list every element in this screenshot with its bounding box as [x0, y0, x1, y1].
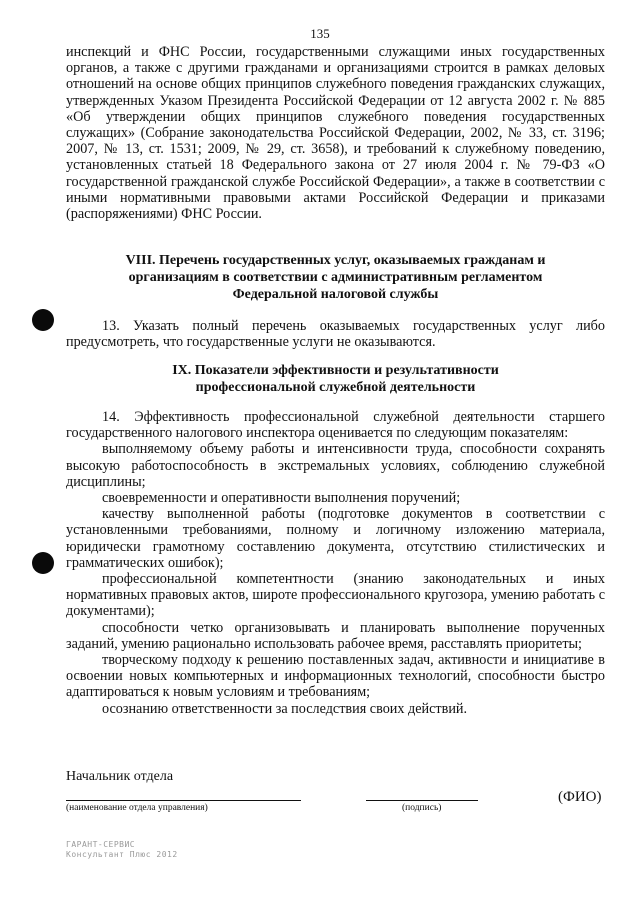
signature-title: Начальник отдела [66, 769, 174, 784]
paragraph-14-text: 14. Эффективность профессиональной служебной деятельности старшего государственного налогового инспектора оценивается по следующим показателям: [66, 409, 605, 442]
intro-text: инспекций и ФНС России, государственными служащими иных государственных органов, а также с другими гражданами и организациями строится в рамках деловых отношений на основе общих принципов служебного поведения гражданских служащих, утвержденных Указом Президента Российской Федерации от 12 августа 2002 г. № 885 «Об утверждении общих принципов служебного поведения государственных служащих» (Собрание законодательства Российской Федерации, 2002, № 33, ст. 3196; 2007, № 13, ст. 1531; 2009, № 29, ст. 3658), и требований к служебному поведению, установленных статьей 18 Федерального закона от 27 июля 2004 г. № 79-ФЗ «О государственной гражданской службе Российской Федерации», а также в соответствии с иными нормативными правовыми актами Российской Федерации и приказами (распоряжениями) ФНС России. [66, 44, 605, 223]
footer-stamp-line-2: Консультант Плюс 2012 [66, 850, 178, 859]
punch-hole-top [32, 309, 54, 331]
signature-caption: (подпись) [402, 803, 442, 813]
fio-label: (ФИО) [558, 789, 602, 805]
criteria-item: качеству выполненной работы (подготовке документов в соответствии с установленными требованиями, полному и логичному изложению материала, юридически грамотному составлению документа, отсутствию стилистических и грамматических ошибок); [66, 506, 605, 571]
department-line [66, 800, 301, 801]
page-number: 135 [310, 26, 330, 41]
footer-stamp [66, 840, 178, 860]
criteria-item: профессиональной компетентности (знанию законодательных и иных нормативных правовых актов, широте профессионального кругозора, умению работать с документами); [66, 571, 605, 620]
section-8-heading [66, 252, 605, 303]
paragraph-13 [66, 318, 605, 350]
department-caption: (наименование отдела управления) [66, 803, 208, 813]
paragraph-14-block [66, 409, 605, 717]
section-9-heading [66, 362, 605, 396]
criteria-item: творческому подходу к решению поставленных задач, активности и инициативе в освоении новых компьютерных и информационных технологий, способности быстро адаптироваться к новым условиям и требованиям; [66, 652, 605, 701]
footer-stamp-line-1: ГАРАНТ-СЕРВИС [66, 840, 136, 849]
section-8-heading-line-3: Федеральной налоговой службы [232, 287, 439, 302]
section-8-heading-line-1: VIII. Перечень государственных услуг, оказываемых гражданам и [125, 253, 546, 268]
signature-line [366, 800, 478, 801]
criteria-item: способности четко организовывать и планировать выполнение порученных заданий, умению рационально использовать рабочее время, расставлять приоритеты; [66, 619, 605, 652]
intro-paragraph [66, 44, 605, 222]
section-9-heading-line-1: IX. Показатели эффективности и результативности [172, 363, 499, 378]
paragraph-13-text: 13. Указать полный перечень оказываемых государственных услуг либо предусмотреть, что государственные услуги не оказываются. [66, 318, 605, 351]
section-9-heading-line-2: профессиональной служебной деятельности [195, 380, 476, 395]
section-8-heading-line-2: организациям в соответствии с административным регламентом [128, 270, 543, 285]
punch-hole-bottom [32, 552, 54, 574]
criteria-item: осознанию ответственности за последствия своих действий. [102, 700, 468, 717]
criteria-item: выполняемому объему работы и интенсивности труда, способности сохранять высокую работоспособность в экстремальных условиях, соблюдению служебной дисциплины; [66, 441, 605, 490]
criteria-item: своевременности и оперативности выполнения поручений; [102, 490, 461, 507]
